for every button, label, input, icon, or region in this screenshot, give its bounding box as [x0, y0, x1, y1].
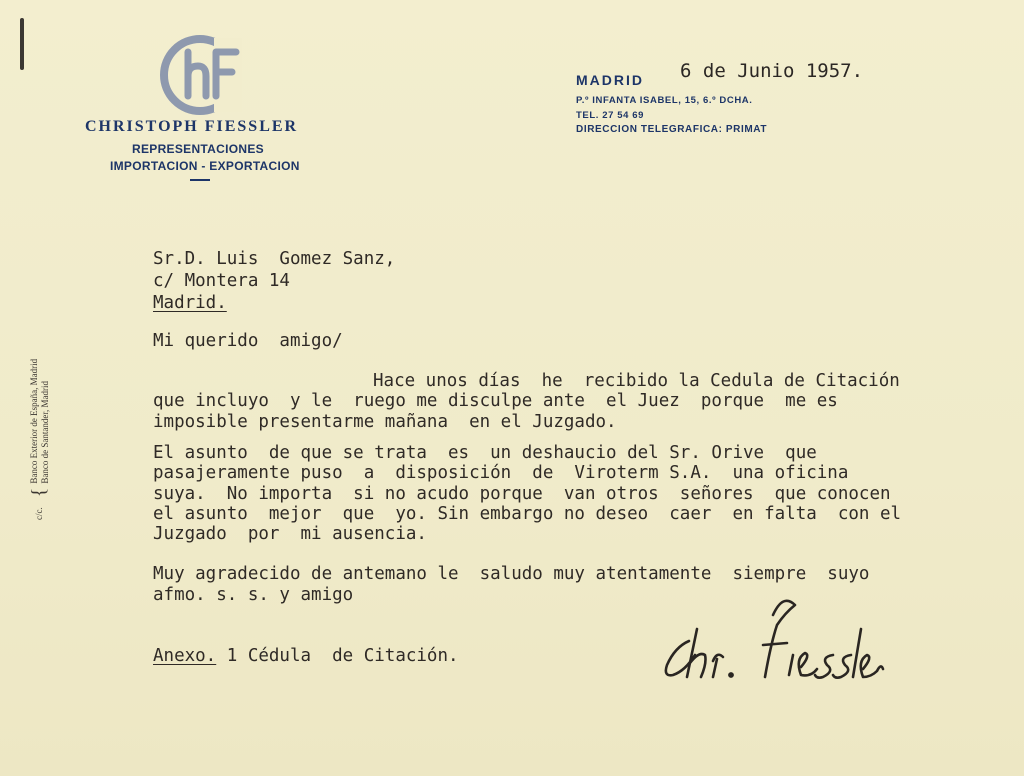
closing-line: afmo. s. s. y amigo: [153, 585, 354, 605]
company-activity-1: REPRESENTACIONES: [132, 142, 264, 156]
letterhead-divider: [190, 179, 210, 181]
body-line: Juzgado por mi ausencia.: [153, 524, 427, 544]
margin-bank-2: Banco de Santander, Madrid: [39, 381, 50, 484]
recipient-street: c/ Montera 14: [153, 271, 290, 291]
company-activity-2: IMPORTACION - EXPORTACION: [110, 159, 300, 173]
company-name: CHRISTOPH FIESSLER: [85, 118, 299, 135]
company-logo-icon: [150, 30, 250, 120]
closing-line: Muy agradecido de antemano le saludo muy atentamente siempre suyo: [153, 564, 870, 584]
letterhead-address: P.º INFANTA ISABEL, 15, 6.º DCHA.: [576, 95, 753, 106]
letterhead-telegraph: DIRECCION TELEGRAFICA: PRIMAT: [576, 124, 768, 135]
body-line: imposible presentarme mañana en el Juzgado.: [153, 412, 617, 432]
margin-brace: {: [28, 487, 50, 498]
margin-bank-1: Banco Exterior de España, Madrid: [28, 358, 39, 484]
binding-mark: [20, 18, 24, 70]
salutation: Mi querido amigo/: [153, 331, 343, 351]
body-line: suya. No importa si no acudo porque van otros señores que conocen: [153, 484, 891, 504]
body-line: que incluyo y le ruego me disculpe ante el Juez porque me es: [153, 391, 838, 411]
body-line: el asunto mejor que yo. Sin embargo no deseo caer en falta con el: [153, 504, 902, 524]
margin-bank-note: [28, 359, 51, 520]
letter-date: 6 de Junio 1957.: [680, 60, 864, 82]
recipient-city: Madrid.: [153, 293, 227, 313]
annex-text: 1 Cédula de Citación.: [216, 646, 459, 666]
recipient-name: Sr.D. Luis Gomez Sanz,: [153, 249, 396, 269]
body-line: Hace unos días he recibido la Cedula de Citación: [373, 371, 900, 391]
annex-line: [153, 646, 459, 666]
margin-oc: c/c.: [33, 507, 44, 520]
body-line: El asunto de que se trata es un deshaucio del Sr. Orive que: [153, 443, 817, 463]
letterhead-city: MADRID: [576, 72, 644, 88]
annex-label: Anexo.: [153, 646, 217, 666]
letterhead-phone: TEL. 27 54 69: [576, 110, 645, 121]
body-line: pasajeramente puso a disposición de Viroterm S.A. una oficina: [153, 463, 849, 483]
handwritten-signature: [655, 585, 885, 695]
